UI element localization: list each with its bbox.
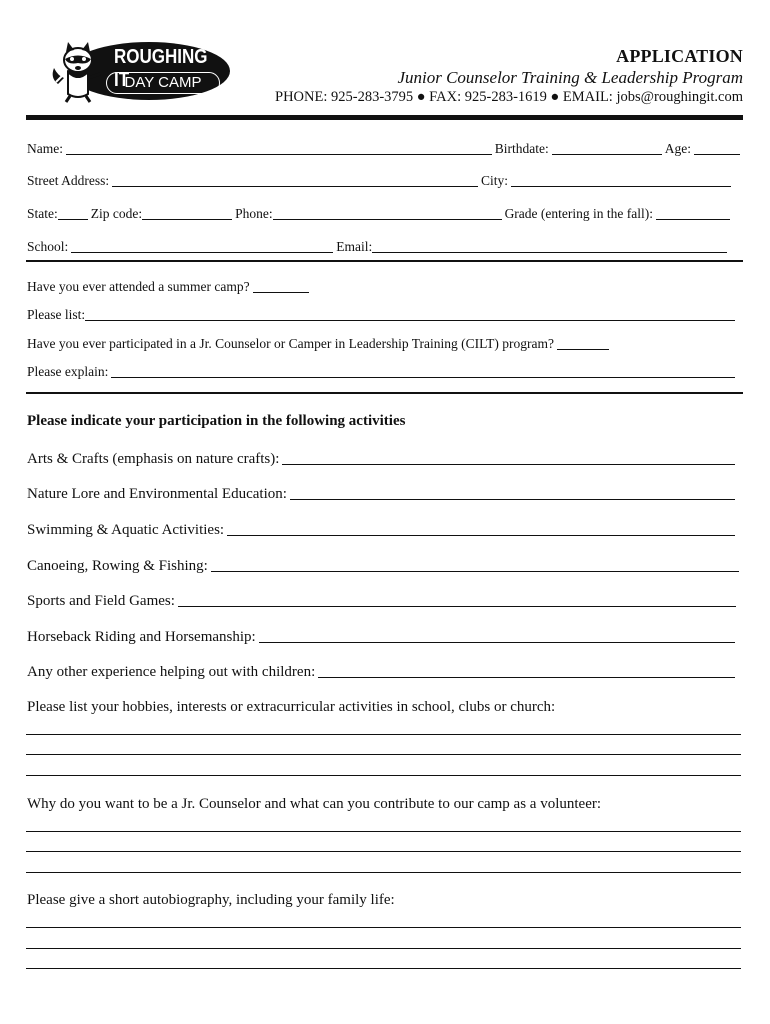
why-counselor-question: Why do you want to be a Jr. Counselor and what can you contribute to our camp as a volunteer: xyxy=(27,796,602,812)
activity-row xyxy=(27,628,738,646)
logo-subtitle: DAY CAMP xyxy=(106,72,220,94)
activity-row xyxy=(27,557,742,575)
state-row xyxy=(27,206,733,222)
street-address-label: Street Address: xyxy=(27,173,110,188)
why-answer-line[interactable] xyxy=(26,851,741,852)
autobiography-answer-line[interactable] xyxy=(26,948,741,949)
grade-field[interactable] xyxy=(656,207,730,220)
activity-field[interactable] xyxy=(227,521,735,536)
activity-field[interactable] xyxy=(178,592,736,607)
state-label: State: xyxy=(27,206,58,221)
state-field[interactable] xyxy=(58,207,88,220)
phone-field[interactable] xyxy=(273,207,502,220)
attended-camp-label: Have you ever attended a summer camp? xyxy=(27,279,250,294)
autobiography-question: Please give a short autobiography, including your family life: xyxy=(27,892,395,908)
school-row xyxy=(27,239,730,255)
activity-row xyxy=(27,485,738,503)
activity-field[interactable] xyxy=(259,628,735,643)
why-answer-line[interactable] xyxy=(26,831,741,832)
please-explain-label: Please explain: xyxy=(27,364,109,379)
city-label: City: xyxy=(480,173,508,188)
cilt-field[interactable] xyxy=(557,337,609,350)
roughing-it-logo xyxy=(48,38,232,104)
cilt-row xyxy=(27,336,612,352)
cilt-question-label: Have you ever participated in a Jr. Counselor or Camper in Leadership Training (CILT) program? xyxy=(27,336,554,351)
activity-label: Arts & Crafts (emphasis on nature crafts): xyxy=(27,451,280,467)
city-field[interactable] xyxy=(511,174,731,187)
hobbies-answer-line[interactable] xyxy=(26,754,741,755)
attended-camp-row xyxy=(27,279,312,295)
page-title: APPLICATION xyxy=(616,46,743,66)
activity-field[interactable] xyxy=(282,450,735,465)
section-divider xyxy=(26,392,743,394)
activity-label: Sports and Field Games: xyxy=(27,593,175,609)
zip-label: Zip code: xyxy=(90,206,143,221)
activities-heading: Please indicate your participation in the following activities xyxy=(27,413,406,429)
name-row xyxy=(27,141,743,157)
logo-title: ROUGHING IT xyxy=(114,46,208,91)
activity-field[interactable] xyxy=(290,485,735,500)
please-list-label: Please list: xyxy=(27,307,86,322)
phone-label: Phone: xyxy=(235,206,273,221)
activity-row xyxy=(27,663,738,681)
activity-label: Horseback Riding and Horsemanship: xyxy=(27,629,256,645)
please-list-field[interactable] xyxy=(85,308,735,321)
please-explain-row xyxy=(27,364,738,380)
hobbies-answer-line[interactable] xyxy=(26,734,741,735)
activity-label: Swimming & Aquatic Activities: xyxy=(27,522,225,538)
grade-label: Grade (entering in the fall): xyxy=(504,206,653,221)
section-divider xyxy=(26,260,743,262)
activity-row xyxy=(27,592,739,610)
name-field[interactable] xyxy=(66,142,492,155)
contact-info: PHONE: 925-283-3795 ● FAX: 925-283-1619 ● EMAIL: jobs@roughingit.com xyxy=(275,89,743,105)
address-row xyxy=(27,173,734,189)
age-field[interactable] xyxy=(694,142,740,155)
birthdate-field[interactable] xyxy=(552,142,662,155)
email-label: Email: xyxy=(336,239,373,254)
school-label: School: xyxy=(27,239,69,254)
program-subtitle: Junior Counselor Training & Leadership Program xyxy=(397,68,743,87)
street-address-field[interactable] xyxy=(112,174,478,187)
autobiography-answer-line[interactable] xyxy=(26,927,741,928)
name-label: Name: xyxy=(27,141,63,156)
activity-field[interactable] xyxy=(211,557,739,572)
activity-row xyxy=(27,450,738,468)
hobbies-answer-line[interactable] xyxy=(26,775,741,776)
email-field[interactable] xyxy=(372,240,727,253)
school-field[interactable] xyxy=(71,240,333,253)
activity-label: Canoeing, Rowing & Fishing: xyxy=(27,558,208,574)
header-divider xyxy=(26,115,743,120)
please-explain-field[interactable] xyxy=(111,365,735,378)
raccoon-mascot-icon xyxy=(48,38,110,104)
activity-label: Any other experience helping out with children: xyxy=(27,664,316,680)
zip-field[interactable] xyxy=(142,207,232,220)
hobbies-question: Please list your hobbies, interests or extracurricular activities in school, clubs or church: xyxy=(27,699,556,715)
activity-row xyxy=(27,521,738,539)
autobiography-answer-line[interactable] xyxy=(26,968,741,969)
please-list-row xyxy=(27,307,738,323)
age-label: Age: xyxy=(664,141,691,156)
attended-camp-field[interactable] xyxy=(253,280,309,293)
birthdate-label: Birthdate: xyxy=(494,141,549,156)
activity-field[interactable] xyxy=(318,663,735,678)
why-answer-line[interactable] xyxy=(26,872,741,873)
activity-label: Nature Lore and Environmental Education: xyxy=(27,486,287,502)
